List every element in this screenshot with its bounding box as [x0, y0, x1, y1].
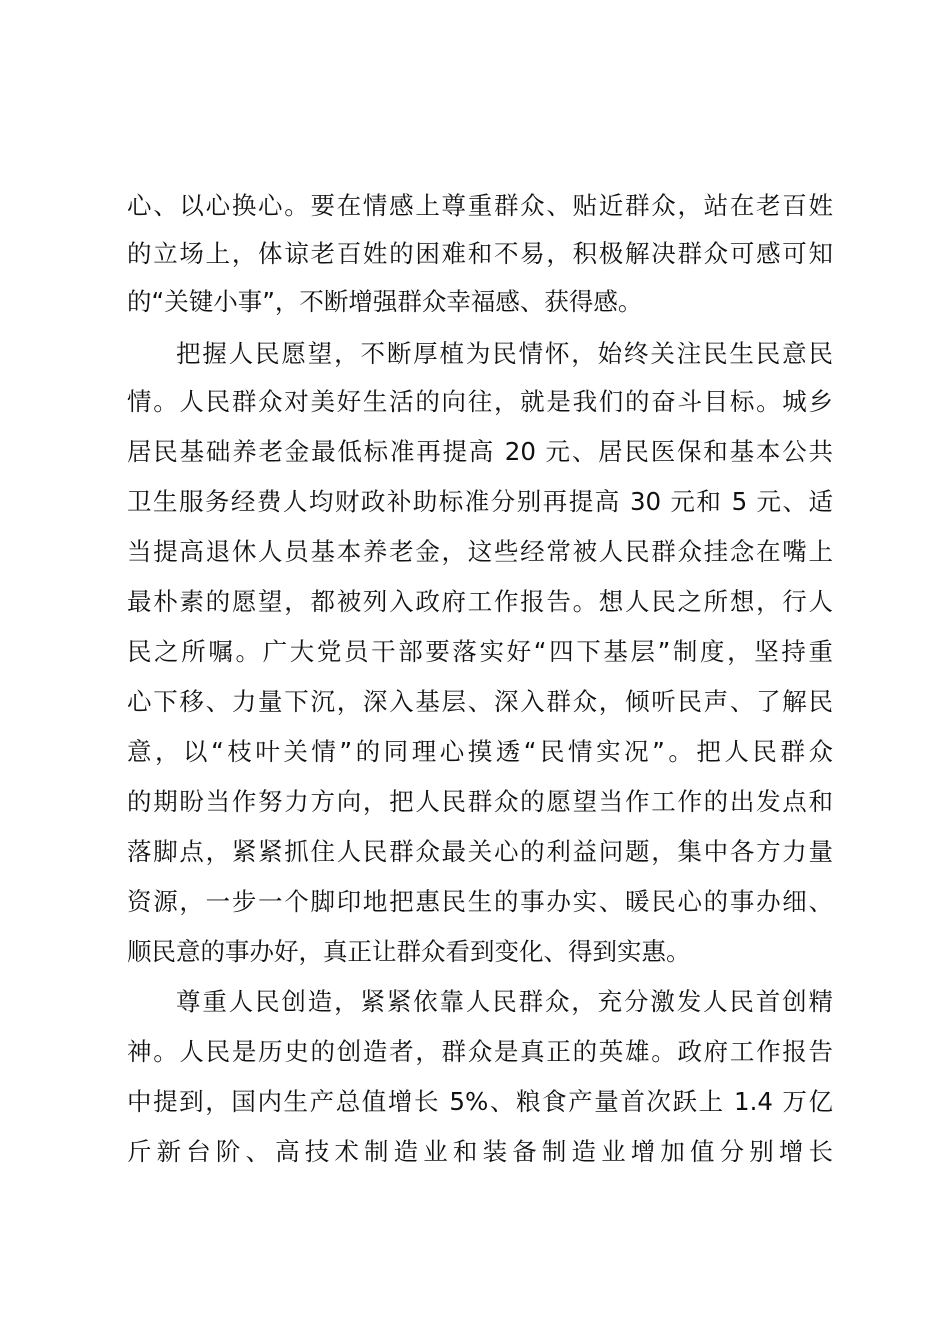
text-line-10: 民之所嘱。广大党员干部要落实好“四下基层”制度，坚持重: [127, 637, 833, 666]
text-line-5: 情。人民群众对美好生活的向往，就是我们的奋斗目标。城乡: [127, 387, 833, 416]
text-line-7: 卫生服务经费人均财政补助标准分别再提高 30 元和 5 元、适: [127, 487, 833, 516]
text-line-16: 顺民意的事办好，真正让群众看到变化、得到实惠。: [127, 937, 691, 966]
text-line-20: 斤新台阶、高技术制造业和装备制造业增加值分别增长: [127, 1137, 833, 1166]
text-line-1: 心、以心换心。要在情感上尊重群众、贴近群众，站在老百姓: [127, 191, 833, 220]
text-line-4: 把握人民愿望，不断厚植为民情怀，始终关注民生民意民: [176, 339, 833, 368]
text-line-12: 意，以“枝叶关情”的同理心摸透“民情实况”。把人民群众: [127, 737, 833, 766]
text-line-3: 的“关键小事”，不断增强群众幸福感、获得感。: [127, 287, 643, 316]
text-line-13: 的期盼当作努力方向，把人民群众的愿望当作工作的出发点和: [127, 787, 833, 816]
text-line-9: 最朴素的愿望，都被列入政府工作报告。想人民之所想，行人: [127, 587, 833, 616]
text-line-14: 落脚点，紧紧抓住人民群众最关心的利益问题，集中各方力量: [127, 837, 833, 866]
text-line-18: 神。人民是历史的创造者，群众是真正的英雄。政府工作报告: [127, 1037, 833, 1066]
text-line-6: 居民基础养老金最低标准再提高 20 元、居民医保和基本公共: [127, 437, 833, 466]
text-line-11: 心下移、力量下沉，深入基层、深入群众，倾听民声、了解民: [127, 687, 833, 716]
text-line-19: 中提到，国内生产总值增长 5%、粮食产量首次跃上 1.4 万亿: [127, 1087, 833, 1116]
text-line-2: 的立场上，体谅老百姓的困难和不易，积极解决群众可感可知: [127, 239, 833, 268]
text-line-17: 尊重人民创造，紧紧依靠人民群众，充分激发人民首创精: [176, 987, 833, 1016]
text-line-8: 当提高退休人员基本养老金，这些经常被人民群众挂念在嘴上: [127, 537, 833, 566]
text-line-15: 资源，一步一个脚印地把惠民生的事办实、暖民心的事办细、: [127, 887, 833, 916]
